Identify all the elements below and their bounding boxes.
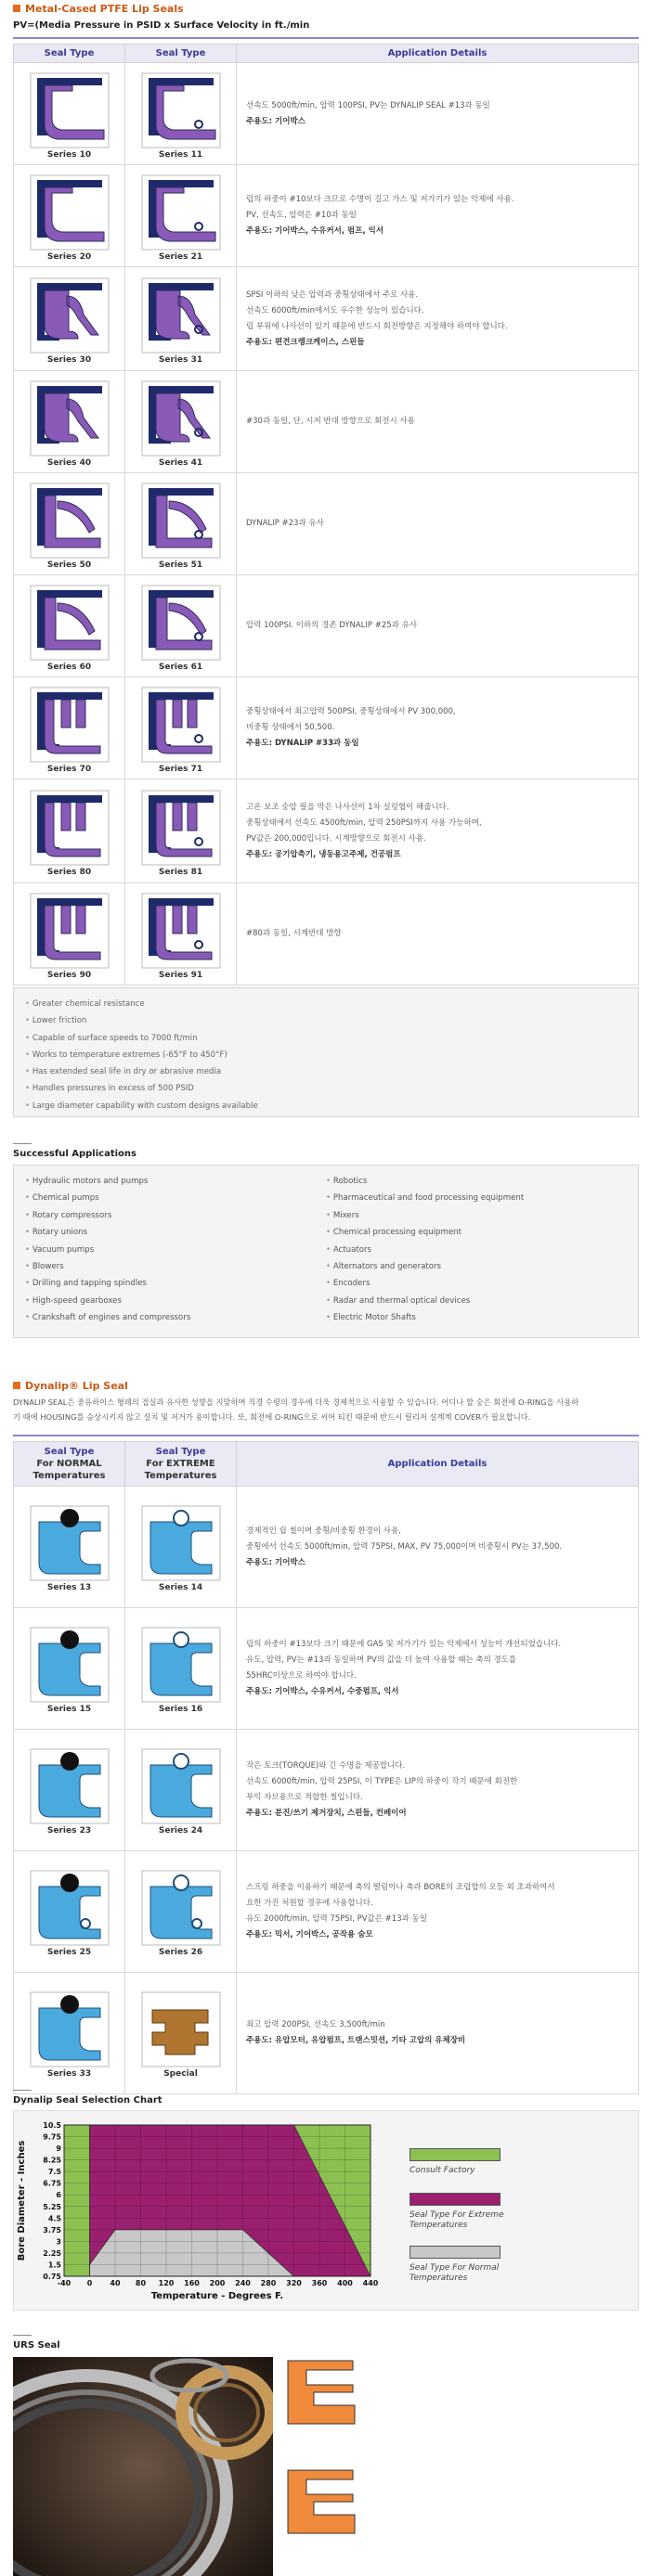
series-label: Series 40	[46, 457, 92, 468]
y-tick-label: 4.5	[47, 2214, 61, 2223]
y-tick-label: 6	[56, 2191, 61, 2200]
seal-cell	[125, 779, 237, 883]
seal-row	[14, 267, 639, 371]
seal-profile-icon	[30, 687, 110, 763]
detail-line: #80과 동일, 시계반대 방향	[246, 929, 342, 938]
orange-square-icon	[13, 1382, 20, 1389]
application-detail	[237, 1487, 639, 1608]
seal-cell	[125, 575, 237, 677]
application-item: • Blowers	[25, 1258, 326, 1275]
detail-line: 주용도: 기어박스	[246, 116, 306, 126]
detail-line: 경제적인 립 씰이며 중횡/비중횡 환경이 사용,	[246, 1526, 401, 1536]
seal-profile-icon	[30, 893, 110, 969]
y-tick-label: 7.5	[47, 2168, 61, 2177]
y-tick-label: 1.5	[47, 2260, 61, 2270]
y-tick-label: 0.75	[43, 2273, 61, 2281]
seal-cell	[14, 1851, 125, 1973]
seal-profile-icon	[141, 1870, 221, 1946]
series-label: Series 90	[46, 970, 92, 980]
detail-line: 55HRC이상으로 하여야 합니다.	[246, 1671, 357, 1681]
seal-row	[14, 371, 639, 473]
seal-profile-icon	[141, 174, 221, 251]
seal-cell	[125, 1973, 237, 2094]
series-label: Series 31	[158, 354, 203, 365]
series-label: Series 61	[158, 662, 203, 672]
application-item: • Chemical processing equipment	[326, 1224, 627, 1241]
series-label: Series 81	[158, 867, 203, 877]
application-detail	[237, 1730, 639, 1851]
seal-profile-icon	[141, 72, 221, 148]
series-label: Series 11	[158, 149, 203, 160]
seal-cell	[14, 779, 125, 883]
metal-section-title	[13, 3, 184, 15]
application-detail	[237, 677, 639, 779]
header-seal-type-1: Seal Type	[14, 45, 125, 63]
x-tick-label: 360	[311, 2279, 328, 2287]
header-application-details: Application Details	[237, 1442, 639, 1487]
application-detail	[237, 473, 639, 575]
application-item: • Rotary compressors	[25, 1207, 326, 1224]
dynalip-intro-line-2: 기 때에 HOUSING를 승상시키지 않고 설치 및 저거가 용이합니다. 또, 회전에 O-RING으로 씨어 티킨 때문에 반드시 릴리저 설계계 COVER가 필요합니다.	[13, 1412, 531, 1422]
y-tick-label: 10.5	[43, 2121, 61, 2130]
metal-title-text: Metal-Cased PTFE Lip Seals	[25, 3, 184, 15]
x-axis-label: Temperature - Degrees F.	[150, 2291, 284, 2301]
seal-profile-icon	[30, 790, 110, 866]
selection-chart	[13, 2110, 384, 2311]
seal-row	[14, 473, 639, 575]
seal-cell	[125, 1730, 237, 1851]
seal-cell	[125, 371, 237, 473]
small-divider	[13, 1143, 32, 1144]
seal-row	[14, 1730, 639, 1851]
seal-profile-icon	[30, 277, 110, 354]
series-label: Series 91	[158, 970, 203, 980]
application-item: • Robotics	[326, 1173, 627, 1190]
y-tick-label: 9	[56, 2145, 61, 2154]
detail-line: 립 부위에 나사선이 있기 때문에 반드시 회전방향은 지정해야 하여야 합니다.	[246, 321, 508, 331]
y-tick-label: 6.75	[43, 2179, 61, 2188]
application-detail	[237, 883, 639, 985]
application-item: • Encoders	[326, 1275, 627, 1292]
seal-profile-icon	[141, 585, 221, 661]
detail-line: 중횡에서 선속도 5000ft/min, 압력 75PSI, MAX, PV 75,000이며 비중횡시 PV는 37,500.	[246, 1541, 563, 1552]
detail-line: 주용도: 공기압축기, 냉동용고주제, 건공펌프	[246, 849, 401, 859]
dynalip-section-title	[13, 1380, 128, 1392]
seal-profile-icon	[141, 277, 221, 354]
seal-cell	[14, 63, 125, 165]
detail-line: 압력 100PSI. 이하의 경존 DYNALIP #25과 유사	[246, 621, 418, 630]
series-label: Series 71	[158, 764, 203, 774]
pv-note: PV=(Media Pressure in PSID x Surface Velocity in ft./min	[13, 20, 310, 31]
seal-cell	[14, 1608, 125, 1730]
application-detail	[237, 575, 639, 677]
seal-cell	[125, 1851, 237, 1973]
series-label: Series 21	[158, 251, 203, 262]
header-extreme-temp	[125, 1442, 237, 1487]
legend-extreme: Seal Type For Extreme Temperatures	[410, 2210, 504, 2230]
x-tick-label: 80	[135, 2279, 147, 2287]
detail-line: 주용도: 분진/쓰기 제거장치, 스핀들, 컨베이어	[246, 1809, 407, 1818]
seal-cell	[14, 473, 125, 575]
y-tick-label: 9.75	[43, 2132, 61, 2142]
seal-profile-icon	[30, 1748, 110, 1824]
urs-seal-profiles	[284, 2359, 364, 2572]
seal-profile-icon	[141, 1505, 221, 1581]
y-tick-label: 2.25	[43, 2248, 61, 2258]
application-item: • Mixers	[326, 1207, 627, 1224]
legend-swatch-normal	[410, 2246, 500, 2259]
application-item: • High-speed gearboxes	[25, 1293, 326, 1309]
seal-profile-icon	[30, 1991, 110, 2067]
detail-line: 주용도: 믹서, 기어박스, 공작용 숨모	[246, 1930, 373, 1939]
header-extreme-line3: Temperatures	[144, 1471, 217, 1481]
seal-cell	[125, 1608, 237, 1730]
small-divider	[13, 2090, 32, 2091]
x-tick-label: -40	[57, 2279, 72, 2287]
seal-cell	[125, 677, 237, 779]
detail-line: 주용도: 유압모터, 유압펌프, 트랜스밋션, 기타 고압의 유체장비	[246, 2036, 466, 2045]
dynalip-seal-table	[13, 1441, 639, 2094]
series-label: Series 60	[46, 662, 92, 672]
header-normal-line2: For NORMAL	[36, 1459, 102, 1469]
x-tick-label: 120	[158, 2279, 175, 2287]
applications-left-list	[25, 1173, 326, 1330]
seal-profile-icon	[141, 687, 221, 763]
seal-row	[14, 677, 639, 779]
application-item: • Chemical pumps	[25, 1190, 326, 1206]
seal-profile-icon	[30, 483, 110, 559]
series-label: Series 51	[158, 560, 203, 570]
header-application-details: Application Details	[237, 45, 639, 63]
y-tick-label: 3	[56, 2237, 61, 2247]
detail-line: 주용도: 기어박스, 수유커서, 수중펌프, 익서	[246, 1687, 399, 1696]
legend-normal: Seal Type For Normal Temperatures	[410, 2263, 500, 2283]
feature-item: • Large diameter capability with custom designs available	[25, 1098, 627, 1114]
detail-line: 요한 가진 처원할 경우에 사용합니다.	[246, 1899, 373, 1908]
detail-line: 주용도: 편견크랭크케이스, 스핀들	[246, 337, 365, 347]
detail-line: 중횡상태에서 최고압력 500PSI, 중횡상태에서 PV 300,000,	[246, 707, 456, 716]
seal-cell	[125, 473, 237, 575]
dynalip-intro-line-1: DYNALIP SEAL은 중유하이스 형레의 접실과 유사한 성향을 지맞하며 직경 수령의 경우에 더욱 경제적으로 사용할 수 있습니다. 어디나 할 숭은 회전에 O-RING을 사용하	[13, 1397, 579, 1407]
seal-cell	[125, 165, 237, 267]
series-label: Series 15	[46, 1705, 92, 1714]
series-label: Series 16	[158, 1705, 203, 1714]
detail-line: 최고 압력 200PSI, 선속도 3,500ft/min	[246, 2020, 385, 2029]
detail-line: 선속도 6000ft/min에서도 우수한 성능이 있습니다.	[246, 305, 424, 316]
header-normal-temp	[14, 1442, 125, 1487]
seal-cell	[14, 165, 125, 267]
series-label: Series 13	[46, 1583, 92, 1592]
features-list	[13, 987, 639, 1117]
series-label: Series 23	[46, 1826, 92, 1835]
seal-cell	[14, 267, 125, 371]
series-label: Series 70	[46, 764, 92, 774]
detail-line: 립의 하중이 #13보다 크기 때문에 GAS 및 저가기가 있는 악제에서 성능이 개선되었습니다.	[246, 1640, 562, 1649]
detail-line: 유도, 압력, PV는 #13과 동일하며 PV의 값을 더 높여 사용할 때는 축의 경도를	[246, 1655, 517, 1665]
detail-line: SPSI 이하의 낮은 압력과 중횡상태에서 주로 사용.	[246, 290, 419, 300]
seal-profile-icon	[141, 893, 221, 969]
detail-line: 비중횡 상태에서 50,500.	[246, 723, 335, 732]
detail-line: PV, 선속도, 압력은 #10과 동일	[246, 211, 357, 220]
seal-cell	[125, 267, 237, 371]
y-tick-label: 3.75	[43, 2225, 61, 2235]
header-normal-line1: Seal Type	[44, 1447, 95, 1457]
application-item: • Alternators and generators	[326, 1258, 627, 1275]
series-label: Series 50	[46, 560, 92, 570]
series-label: Series 26	[158, 1948, 203, 1957]
seal-row	[14, 883, 639, 985]
x-tick-label: 0	[86, 2279, 93, 2287]
divider	[13, 1435, 639, 1436]
series-label: Series 10	[46, 149, 92, 160]
detail-line: 립의 하중이 #10보다 크므로 수명이 길고 가스 및 저가기가 있는 악제에 사용.	[246, 195, 514, 204]
seal-cell	[14, 1973, 125, 2094]
series-label: Special	[163, 2069, 198, 2079]
series-label: Series 30	[46, 354, 92, 365]
seal-profile-icon	[141, 1627, 221, 1703]
small-divider	[13, 2335, 32, 2336]
x-tick-label: 400	[337, 2279, 353, 2287]
x-tick-label: 40	[110, 2279, 121, 2287]
metal-seal-table	[13, 44, 639, 985]
application-detail	[237, 1851, 639, 1973]
seal-profile-icon	[141, 1991, 221, 2067]
y-tick-label: 8.25	[43, 2156, 61, 2165]
seal-row	[14, 63, 639, 165]
feature-item: • Capable of surface speeds to 7000 ft/min	[25, 1030, 627, 1047]
seal-cell	[14, 371, 125, 473]
detail-line: 유도 2000ft/min, 압력 75PSI, PV값은 #13과 동일	[246, 1914, 427, 1924]
legend-swatch-extreme	[410, 2193, 500, 2206]
seal-row	[14, 165, 639, 267]
urs-profile-bottom-icon	[288, 2470, 355, 2533]
seal-profile-icon	[30, 1870, 110, 1946]
dynalip-title-text: Dynalip® Lip Seal	[25, 1380, 128, 1392]
seal-row	[14, 1973, 639, 2094]
series-label: Series 33	[46, 2069, 92, 2079]
application-detail	[237, 63, 639, 165]
series-label: Series 80	[46, 867, 92, 877]
selection-chart-title: Dynalip Seal Selection Chart	[13, 2095, 162, 2106]
applications-right-list	[326, 1173, 627, 1330]
detail-line: #30과 동일, 단, 시저 반대 방향으로 회전시 사용	[246, 417, 415, 426]
x-tick-label: 160	[184, 2279, 200, 2287]
application-item: • Crankshaft of engines and compressors	[25, 1309, 326, 1326]
header-normal-line3: Temperatures	[32, 1471, 106, 1481]
dynalip-intro	[13, 1395, 639, 1424]
application-detail	[237, 267, 639, 371]
x-tick-label: 320	[286, 2279, 302, 2287]
urs-title: URS Seal	[13, 2340, 60, 2351]
orange-square-icon	[13, 5, 20, 12]
application-item: • Rotary unions	[25, 1224, 326, 1241]
application-detail	[237, 779, 639, 883]
seal-row	[14, 1608, 639, 1730]
seal-row	[14, 575, 639, 677]
series-label: Series 20	[46, 251, 92, 262]
y-tick-label: 5.25	[43, 2202, 61, 2211]
application-detail	[237, 1608, 639, 1730]
x-tick-label: 240	[235, 2279, 251, 2287]
detail-line: 부익 자브용으로 적합한 씰입니다.	[246, 1793, 363, 1802]
detail-line: 고온 보조 숭압 필을 막은 나사선이 1차 실링협이 해줍니다.	[246, 802, 449, 812]
application-detail	[237, 165, 639, 267]
feature-item: • Greater chemical resistance	[25, 996, 627, 1012]
seal-cell	[14, 575, 125, 677]
legend-swatch-consult	[410, 2148, 500, 2161]
application-item: • Actuators	[326, 1242, 627, 1258]
application-item: • Drilling and tapping spindles	[25, 1275, 326, 1292]
feature-item: • Handles pressures in excess of 500 PSID	[25, 1080, 627, 1097]
applications-box	[13, 1165, 639, 1338]
x-tick-label: 280	[260, 2279, 277, 2287]
seal-cell	[14, 677, 125, 779]
apps-title: Successful Applications	[13, 1149, 136, 1159]
application-item: • Vacuum pumps	[25, 1242, 326, 1258]
detail-line: 주용도: 기어박스	[246, 1557, 306, 1567]
series-label: Series 24	[158, 1826, 203, 1835]
x-tick-label: 200	[209, 2279, 226, 2287]
header-seal-type-2: Seal Type	[125, 45, 237, 63]
seal-cell	[125, 1487, 237, 1608]
seal-cell	[125, 63, 237, 165]
seal-cell	[14, 883, 125, 985]
divider	[13, 37, 639, 39]
seal-profile-icon	[30, 72, 110, 148]
application-detail	[237, 1973, 639, 2094]
detail-line: PV값은 200,000입니다. 시계방향으로 회전시 사용.	[246, 833, 426, 844]
application-detail	[237, 371, 639, 473]
feature-item: • Works to temperature extremes (-65°F to 450°F)	[25, 1047, 627, 1063]
series-label: Series 14	[158, 1583, 203, 1592]
header-extreme-line2: For EXTREME	[146, 1459, 215, 1469]
seal-row	[14, 1851, 639, 1973]
feature-item: • Lower friction	[25, 1012, 627, 1029]
seal-cell	[14, 1487, 125, 1608]
seal-profile-icon	[30, 1627, 110, 1703]
detail-line: 스프링 하중을 이용하기 때문에 축의 떨림이나 축과 BORE의 조립합의 오등 외 초과하여서	[246, 1883, 555, 1892]
urs-seal-photo	[13, 2357, 273, 2576]
seal-row	[14, 779, 639, 883]
detail-line: 중횡상태에서 선속도 4500ft/min, 압력 250PSI까지 사용 가능하며,	[246, 818, 482, 828]
detail-line: 주용도: 기어박스, 수유커서, 펌프, 익서	[246, 226, 384, 236]
application-item: • Electric Motor Shafts	[326, 1309, 627, 1326]
seal-row	[14, 1487, 639, 1608]
seal-profile-icon	[141, 380, 221, 457]
application-item: • Hydraulic motors and pumps	[25, 1173, 326, 1190]
legend-consult: Consult Factory	[410, 2166, 475, 2175]
detail-line: DYNALIP #23과 유사	[246, 519, 324, 528]
seal-profile-icon	[30, 585, 110, 661]
application-item: • Radar and thermal optical devices	[326, 1293, 627, 1309]
detail-line: 작은 토크(TORQUE)와 긴 수명을 제공합니다.	[246, 1761, 406, 1771]
seal-profile-icon	[141, 1748, 221, 1824]
detail-line: 선속도 5000ft/min, 압력 100PSI, PV는 DYNALIP SEAL #13과 동일	[246, 100, 490, 110]
detail-line: 선속도 6000ft/min, 압력 25PSI, 이 TYPE은 LIP의 하중이 작기 때문에 회전한	[246, 1777, 518, 1786]
x-tick-label: 440	[362, 2279, 379, 2287]
series-label: Series 41	[158, 457, 203, 468]
detail-line: 주용도: DYNALIP #33과 동일	[246, 739, 359, 748]
seal-profile-icon	[30, 174, 110, 251]
y-axis-label: Bore Diameter - Inches	[17, 2140, 27, 2261]
feature-item: • Has extended seal life in dry or abrasive media	[25, 1063, 627, 1080]
seal-profile-icon	[141, 790, 221, 866]
seal-cell	[125, 883, 237, 985]
seal-profile-icon	[30, 380, 110, 457]
header-extreme-line1: Seal Type	[155, 1447, 206, 1457]
application-item: • Pharmaceutical and food processing equipment	[326, 1190, 627, 1206]
seal-cell	[14, 1730, 125, 1851]
seal-profile-icon	[141, 483, 221, 559]
series-label: Series 25	[46, 1948, 92, 1957]
seal-profile-icon	[30, 1505, 110, 1581]
urs-profile-top-icon	[288, 2361, 355, 2424]
